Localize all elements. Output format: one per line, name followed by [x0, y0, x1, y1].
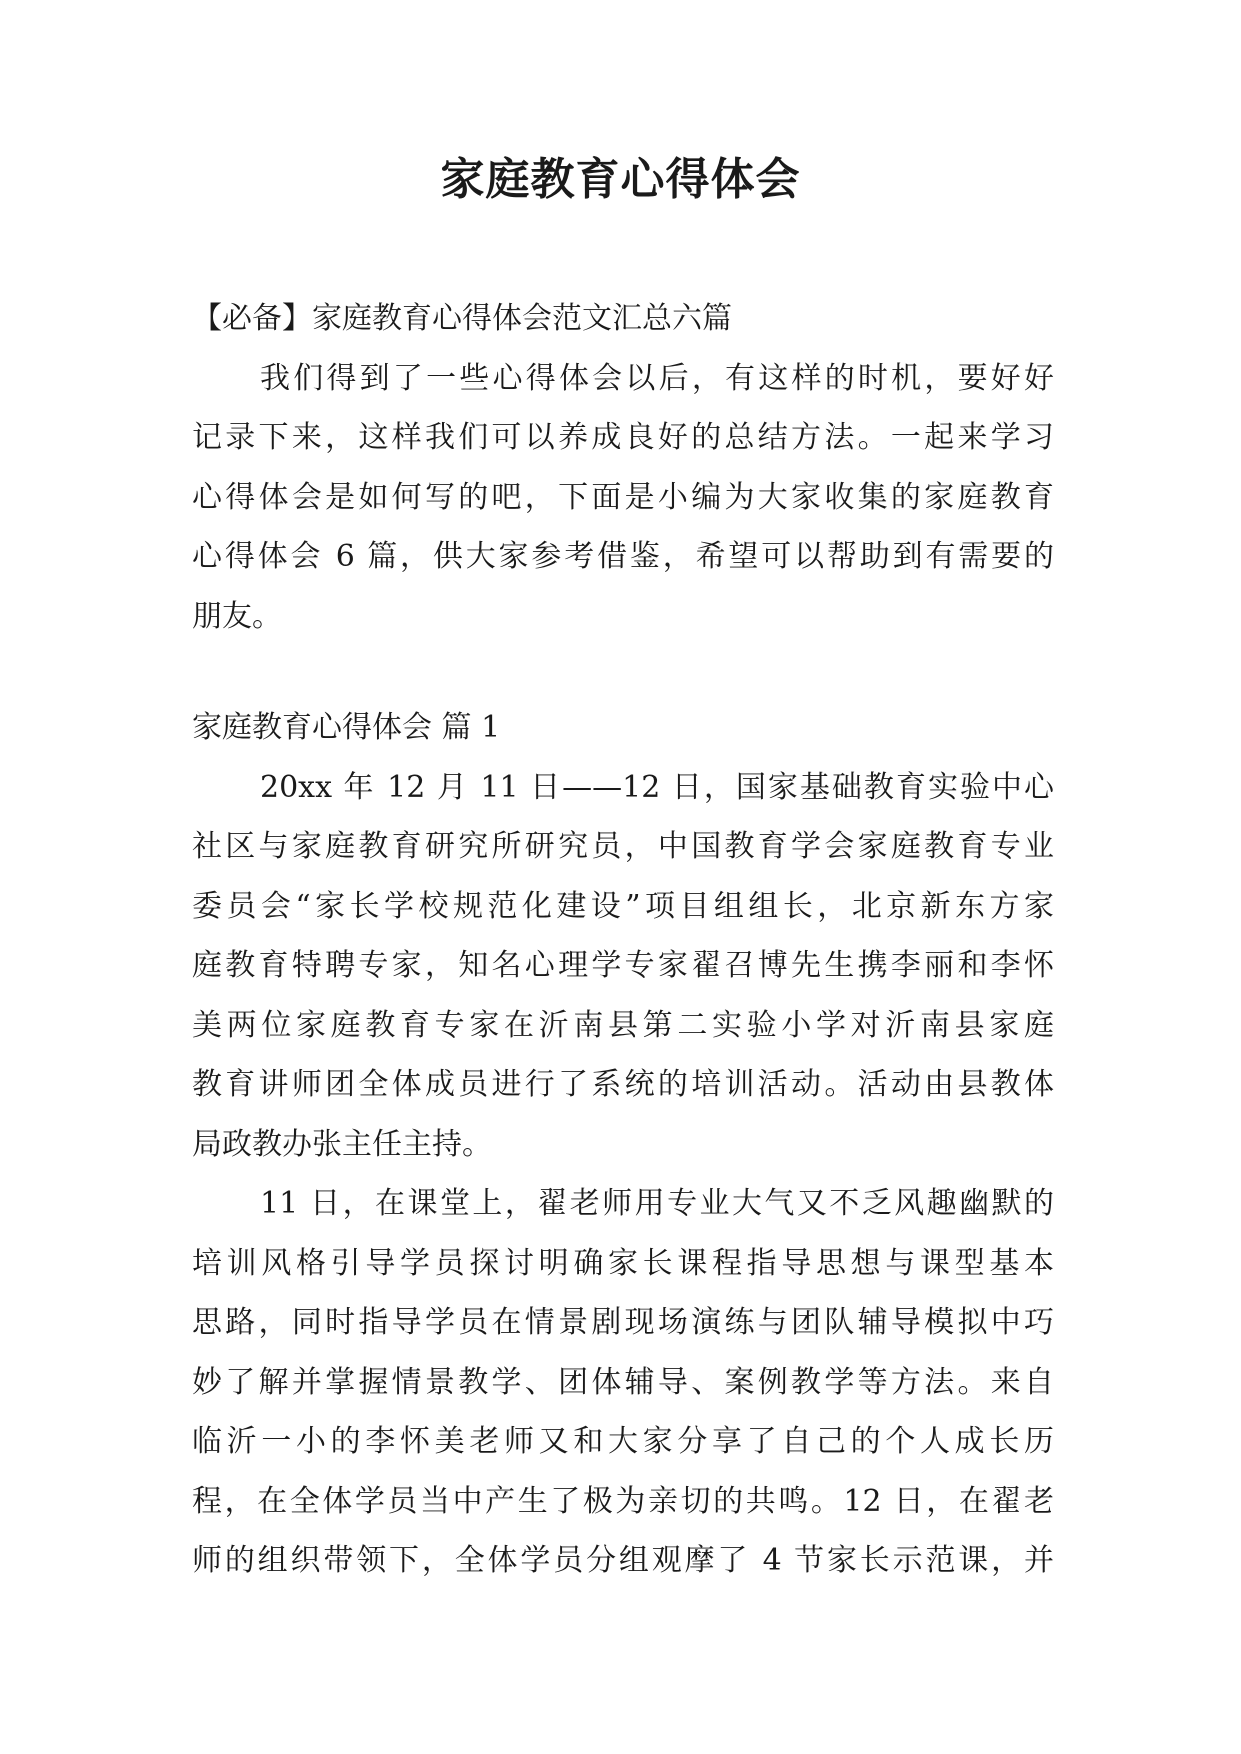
- intro-line: 心得体会 6 篇，供大家参考借鉴，希望可以帮助到有需要的: [192, 539, 1054, 574]
- document-title: 家庭教育心得体会: [440, 154, 801, 205]
- paragraph-line: 程，在全体学员当中产生了极为亲切的共鸣。12 日，在翟老: [192, 1483, 1054, 1519]
- paragraph-line: 11 日，在课堂上，翟老师用专业大气又不乏风趣幽默的: [260, 1186, 1054, 1221]
- intro-line: 我们得到了一些心得体会以后，有这样的时机，要好好: [260, 360, 1054, 396]
- paragraph-line: 美两位家庭教育专家在沂南县第二实验小学对沂南县家庭: [192, 1007, 1054, 1043]
- paragraph-line: 妙了解并掌握情景教学、团体辅导、案例教学等方法。来自: [192, 1364, 1054, 1400]
- paragraph-line: 20xx 年 12 月 11 日——12 日，国家基础教育实验中心: [260, 769, 1054, 805]
- intro-line: 朋友。: [192, 598, 282, 634]
- intro-line: 记录下来，这样我们可以养成良好的总结方法。一起来学习: [192, 420, 1054, 455]
- intro-line: 心得体会是如何写的吧，下面是小编为大家收集的家庭教育: [192, 479, 1054, 515]
- paragraph-line: 委员会“家长学校规范化建设”项目组组长，北京新东方家: [192, 888, 1054, 924]
- paragraph-line: 师的组织带领下，全体学员分组观摩了 4 节家长示范课，并: [192, 1543, 1054, 1578]
- paragraph-line: 教育讲师团全体成员进行了系统的培训活动。活动由县教体: [192, 1067, 1054, 1102]
- paragraph-line: 临沂一小的李怀美老师又和大家分享了自己的个人成长历: [192, 1424, 1054, 1459]
- subtitle: 【必备】家庭教育心得体会范文汇总六篇: [192, 301, 732, 336]
- paragraph-line: 局政教办张主任主持。: [192, 1126, 492, 1162]
- paragraph-line: 庭教育特聘专家，知名心理学专家翟召博先生携李丽和李怀: [192, 948, 1054, 983]
- intro-block: [192, 289, 1054, 646]
- article-block: [192, 698, 1054, 1591]
- section-heading: 家庭教育心得体会 篇 1: [192, 710, 501, 745]
- paragraph-line: 思路，同时指导学员在情景剧现场演练与团队辅导模拟中巧: [192, 1305, 1054, 1340]
- paragraph-line: 培训风格引导学员探讨明确家长课程指导思想与课型基本: [192, 1245, 1054, 1281]
- paragraph-line: 社区与家庭教育研究所研究员，中国教育学会家庭教育专业: [192, 829, 1054, 864]
